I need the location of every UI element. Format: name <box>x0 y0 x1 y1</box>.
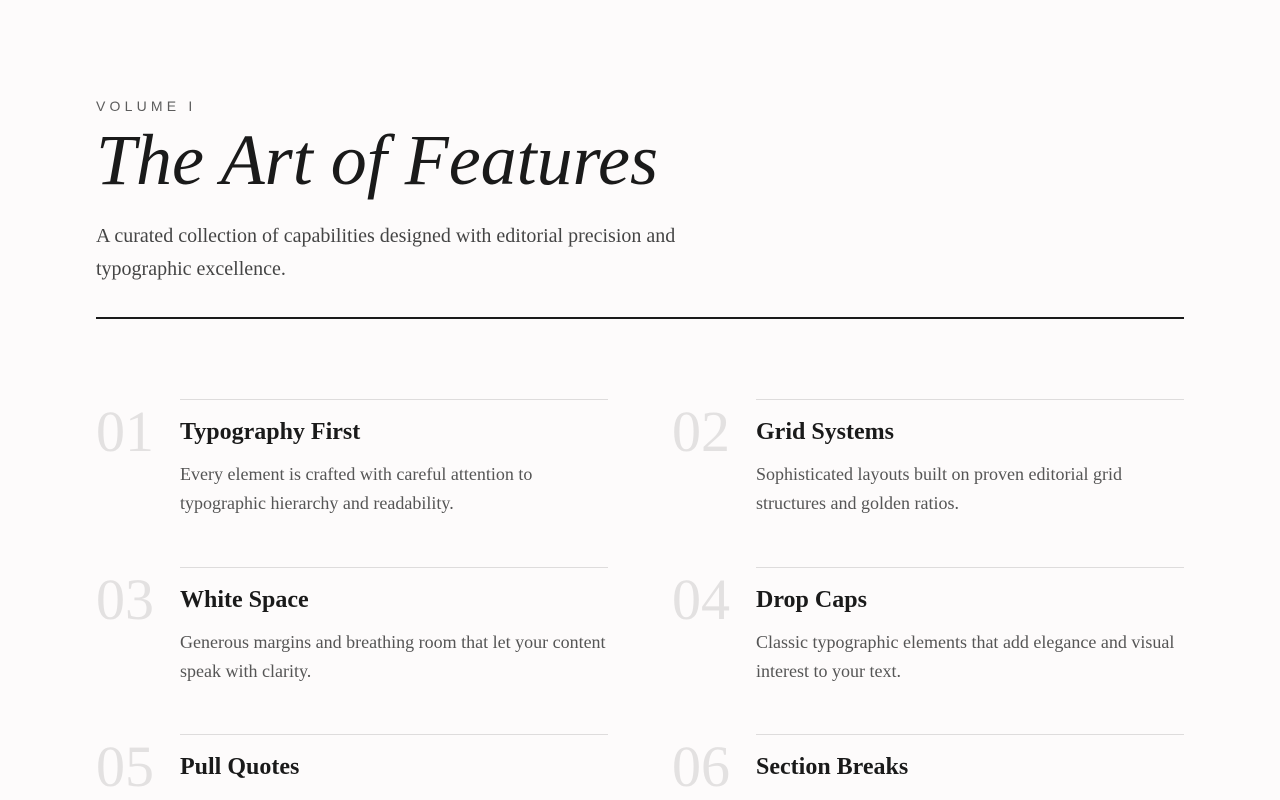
page-title: The Art of Features <box>96 120 658 200</box>
feature-title: Drop Caps <box>756 587 867 613</box>
feature-title: Grid Systems <box>756 419 894 445</box>
feature-item <box>96 401 608 551</box>
feature-item <box>96 736 608 800</box>
volume-label: VOLUME I <box>96 98 197 114</box>
feature-description: Generous margins and breathing room that let your content speak with clarity. <box>180 632 606 681</box>
feature-content <box>180 567 608 686</box>
feature-number: 01 <box>96 399 154 464</box>
feature-title: Typography First <box>180 419 361 445</box>
feature-description: Sophisticated layouts built on proven editorial grid structures and golden ratios. <box>756 464 1122 513</box>
feature-content <box>756 567 1184 686</box>
feature-content <box>756 734 1184 781</box>
header-divider <box>96 317 1184 319</box>
feature-content <box>180 399 608 518</box>
features-page <box>96 0 1184 800</box>
feature-title: Pull Quotes <box>180 754 300 780</box>
feature-number: 03 <box>96 567 154 632</box>
feature-number: 05 <box>96 734 154 799</box>
feature-description: Classic typographic elements that add elegance and visual interest to your text. <box>756 632 1175 681</box>
feature-description: Every element is crafted with careful attention to typographic hierarchy and readability. <box>180 464 533 513</box>
feature-item <box>96 569 608 719</box>
feature-item <box>672 736 1184 800</box>
feature-number: 02 <box>672 399 730 464</box>
feature-item <box>672 569 1184 719</box>
feature-number: 06 <box>672 734 730 799</box>
feature-number: 04 <box>672 567 730 632</box>
feature-title: Section Breaks <box>756 754 909 780</box>
feature-item <box>672 401 1184 551</box>
page-subtitle: A curated collection of capabilities designed with editorial precision and typographic excellence. <box>96 225 676 280</box>
feature-content <box>180 734 608 781</box>
feature-content <box>756 399 1184 518</box>
feature-title: White Space <box>180 587 309 613</box>
